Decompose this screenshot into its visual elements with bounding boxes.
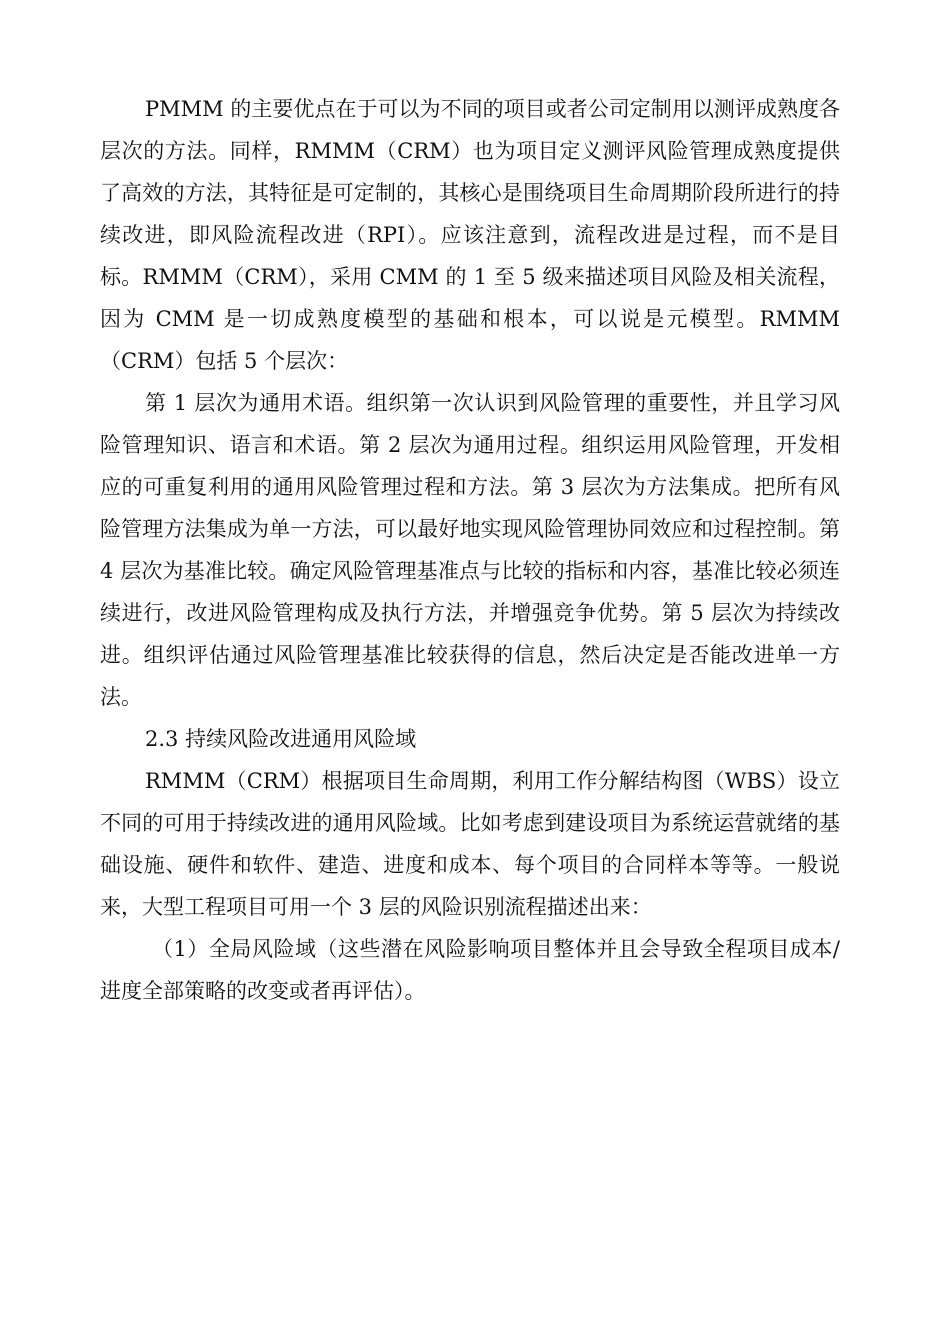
section-heading-2-3: 2.3 持续风险改进通用风险域 bbox=[145, 727, 417, 751]
list-item-global-risk-domain: （1）全局风险域（这些潜在风险影响项目整体并且会导致全程项目成本/进度全部策略的改变或者再评估）。 bbox=[100, 937, 840, 1003]
document-body bbox=[100, 88, 840, 1012]
paragraph-pmmm-intro: PMMM 的主要优点在于可以为不同的项目或者公司定制用以测评成熟度各层次的方法。同样，RMMM（CRM）也为项目定义测评风险管理成熟度提供了高效的方法，其特征是可定制的，其核心是围绕项目生命周期阶段所进行的持续改进，即风险流程改进（RPI）。应该注意到，流程改进是过程，而不是目标。RMMM（CRM），采用 CMM 的 1 至 5 级来描述项目风险及相关流程，因为 CMM 是一切成熟度模型的基础和根本，可以说是元模型。RMMM（CRM）包括 5 个层次： bbox=[100, 97, 840, 373]
paragraph-rmmm-levels: 第 1 层次为通用术语。组织第一次认识到风险管理的重要性，并且学习风险管理知识、语言和术语。第 2 层次为通用过程。组织运用风险管理，开发相应的可重复利用的通用风险管理过程和方法。第 3 层次为方法集成。把所有风险管理方法集成为单一方法，可以最好地实现风险管理协同效应和过程控制。第 4 层次为基准比较。确定风险管理基准点与比较的指标和内容，基准比较必须连续进行，改进风险管理构成及执行方法，并增强竞争优势。第 5 层次为持续改进。组织评估通过风险管理基准比较获得的信息，然后决定是否能改进单一方法。 bbox=[100, 391, 840, 709]
paragraph-risk-domains: RMMM（CRM）根据项目生命周期，利用工作分解结构图（WBS）设立不同的可用于持续改进的通用风险域。比如考虑到建设项目为系统运营就绪的基础设施、硬件和软件、建造、进度和成本、每个项目的合同样本等等。一般说来，大型工程项目可用一个 3 层的风险识别流程描述出来： bbox=[100, 769, 840, 919]
